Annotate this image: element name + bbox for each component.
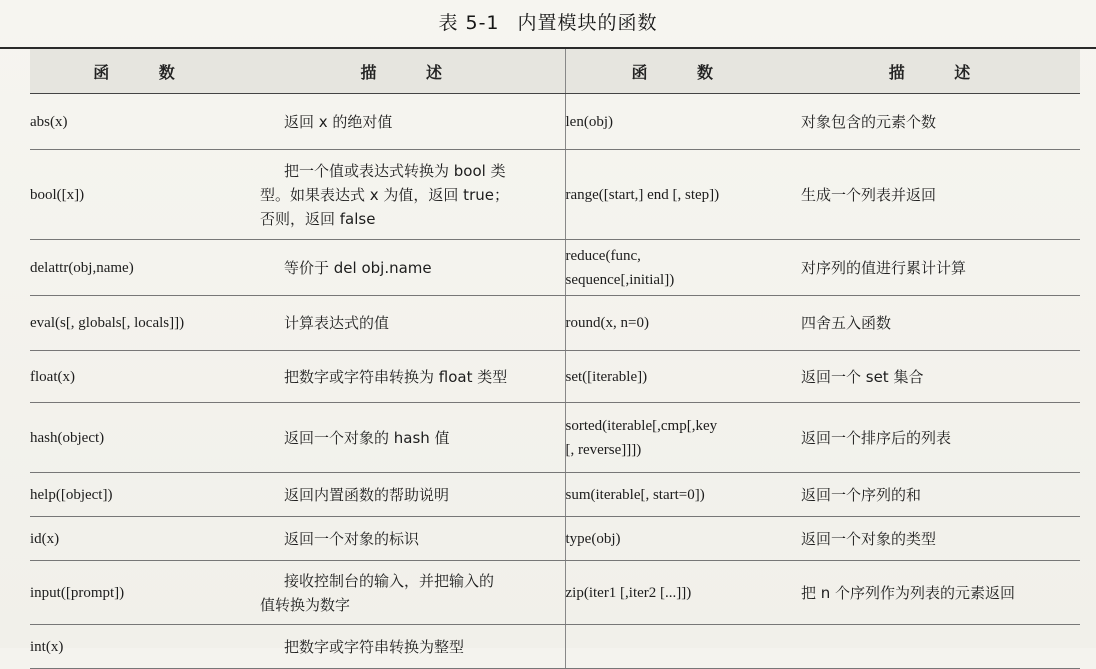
function-signature-line: sorted(iterable[,cmp[,key: [565, 417, 718, 434]
table-number: 表 5-1: [438, 12, 500, 34]
function-description: 对序列的值进行累计计算: [801, 240, 1080, 296]
function-description: [260, 473, 565, 517]
function-name: [565, 351, 801, 403]
function-description: [260, 561, 565, 625]
table-row: [30, 240, 1080, 296]
description-line: 返回一个对象的 hash 值: [284, 428, 450, 447]
function-description: [260, 94, 565, 150]
function-signature-line: [, reverse]]]): [565, 441, 642, 458]
table-title: 内置模块的函数: [517, 12, 658, 34]
function-name: [565, 296, 801, 351]
table-row: [30, 296, 1080, 351]
function-signature-line: round(x, n=0): [565, 315, 649, 331]
table-row: [30, 561, 1080, 625]
header-function-2: 函 数: [565, 49, 801, 94]
function-description: 返回一个序列的和: [801, 473, 1080, 517]
function-description: [260, 625, 565, 669]
description-line: 返回内置函数的帮助说明: [284, 485, 450, 504]
function-signature-line: len(obj): [565, 113, 613, 130]
table-row: [30, 94, 1080, 150]
table-row: [30, 403, 1080, 473]
header-function-1: 函 数: [30, 49, 260, 94]
function-name: delattr(obj,name): [30, 240, 260, 296]
function-signature-line: sum(iterable[, start=0]): [565, 486, 705, 503]
function-name: bool([x]): [30, 150, 260, 240]
function-description: [260, 240, 565, 296]
function-signature-line: sequence[,initial]): [565, 271, 675, 288]
table-header-row: [30, 49, 1080, 94]
function-description: 生成一个列表并返回: [801, 150, 1080, 240]
function-name: [565, 94, 801, 150]
function-name: [565, 473, 801, 517]
description-line: 把数字或字符串转换为整型: [284, 637, 465, 656]
table-row: [30, 150, 1080, 240]
function-description: 四舍五入函数: [801, 296, 1080, 351]
function-description: 返回一个 set 集合: [801, 351, 1080, 403]
function-description: [260, 150, 565, 240]
function-name: int(x): [30, 625, 260, 669]
function-description: [260, 403, 565, 473]
function-name: help([object]): [30, 473, 260, 517]
table-row: [30, 351, 1080, 403]
function-name: hash(object): [30, 403, 260, 473]
description-line: 把一个值或表达式转换为 bool 类: [284, 161, 506, 180]
description-line: 接收控制台的输入，并把输入的: [284, 571, 495, 590]
table-caption: [0, 6, 1096, 40]
function-name: [565, 240, 801, 296]
function-description: [260, 517, 565, 561]
description-line: 否则，返回 false: [260, 209, 376, 228]
function-name: float(x): [30, 351, 260, 403]
function-name: [565, 517, 801, 561]
function-signature-line: reduce(func,: [565, 247, 641, 264]
function-description: [260, 351, 565, 403]
function-name: input([prompt]): [30, 561, 260, 625]
description-line: 值转换为数字: [260, 595, 351, 614]
function-description: 对象包含的元素个数: [801, 94, 1080, 150]
function-name: [565, 150, 801, 240]
function-description: 把 n 个序列作为列表的元素返回: [801, 561, 1080, 625]
description-line: 型。如果表达式 x 为值，返回 true；: [260, 185, 509, 204]
description-line: 计算表达式的值: [284, 314, 390, 332]
header-description-2: 描 述: [801, 49, 1080, 94]
description-line: 返回 x 的绝对值: [284, 112, 393, 131]
function-name: id(x): [30, 517, 260, 561]
function-description: 返回一个对象的类型: [801, 517, 1080, 561]
function-name: [565, 561, 801, 625]
header-description-1: 描 述: [260, 49, 565, 94]
function-description: [801, 625, 1080, 669]
description-line: 返回一个对象的标识: [284, 529, 420, 548]
function-signature-line: type(obj): [565, 530, 621, 547]
function-name: eval(s[, globals[, locals]]): [30, 296, 260, 351]
function-signature-line: zip(iter1 [,iter2 [...]]): [565, 584, 692, 601]
function-signature-line: set([iterable]): [565, 368, 648, 385]
table-row: [30, 625, 1080, 669]
builtin-functions-table: [30, 49, 1080, 669]
function-signature-line: range([start,] end [, step]): [565, 186, 720, 203]
table-row: [30, 473, 1080, 517]
function-name: [565, 403, 801, 473]
function-name: [565, 625, 801, 669]
function-name: abs(x): [30, 94, 260, 150]
function-description: [260, 296, 565, 351]
description-line: 等价于 del obj.name: [284, 258, 432, 277]
description-line: 把数字或字符串转换为 float 类型: [284, 367, 508, 386]
table-row: [30, 517, 1080, 561]
function-description: 返回一个排序后的列表: [801, 403, 1080, 473]
